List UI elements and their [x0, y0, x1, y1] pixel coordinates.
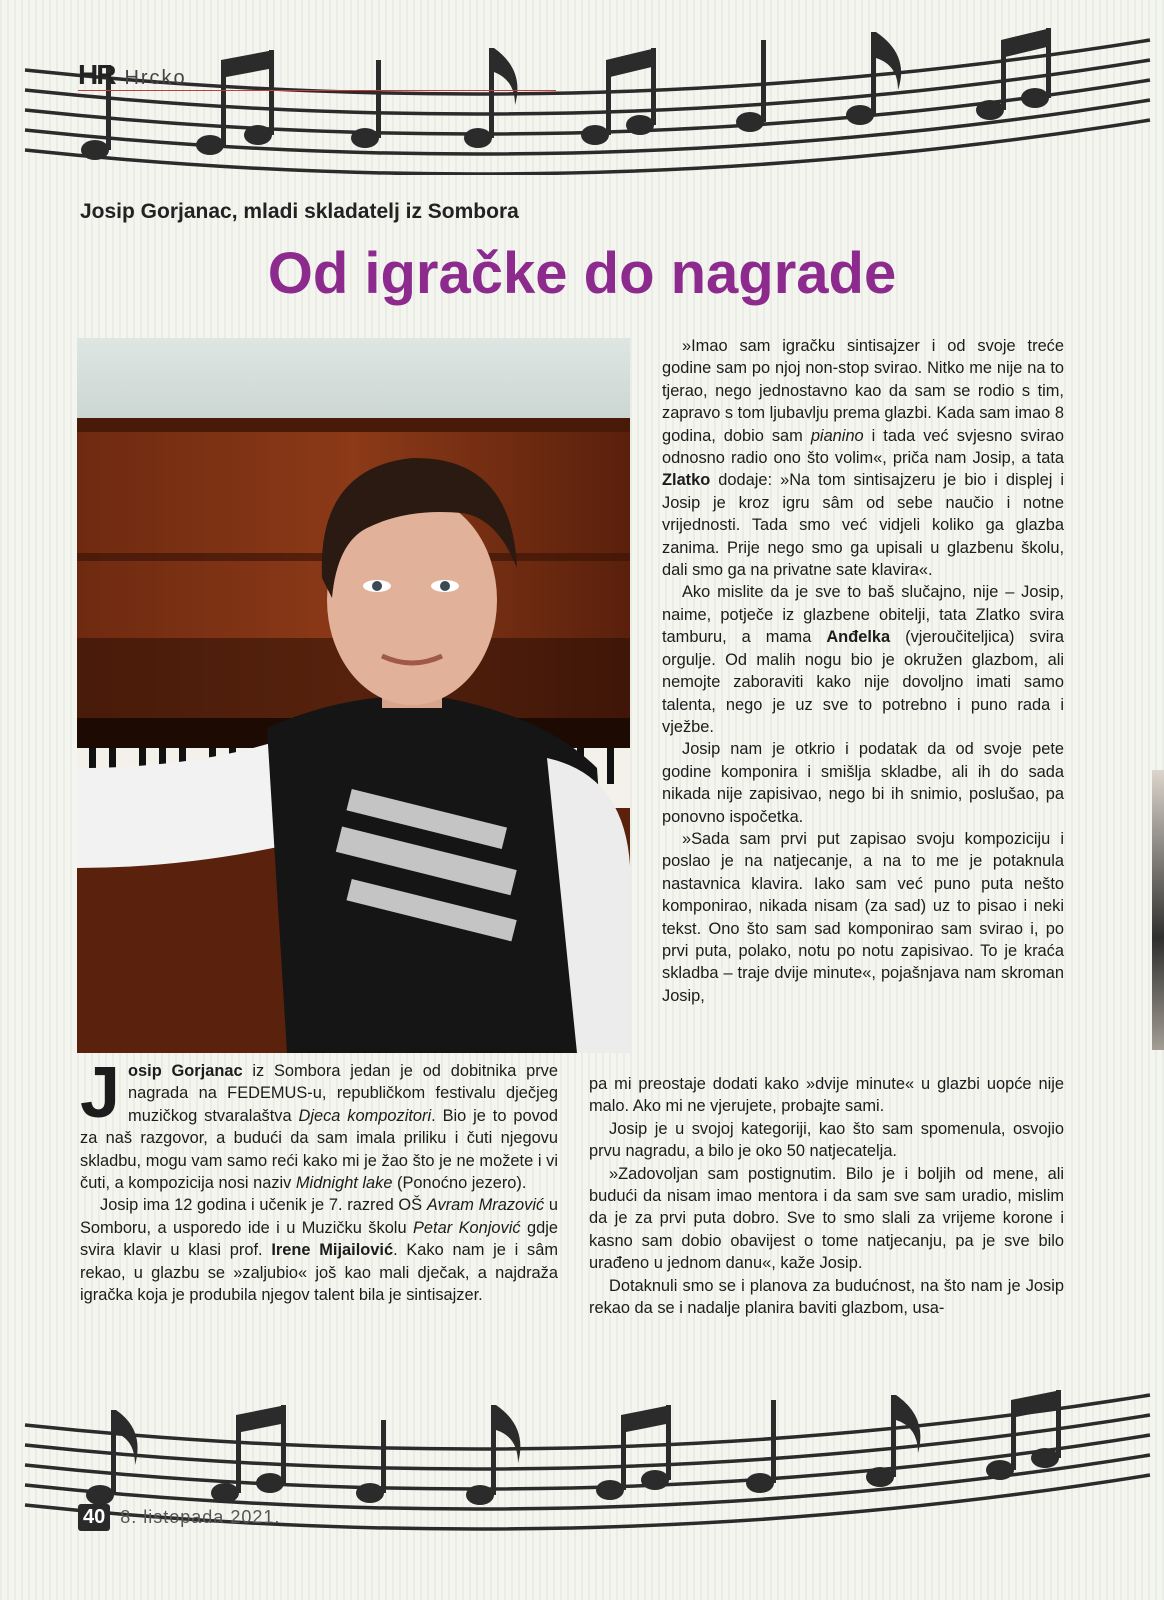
- music-staff-bottom-decoration: [0, 1385, 1164, 1560]
- body-paragraph: »Imao sam igračku sintisajzer i od svoje treće godine sam po njoj non-stop svirao. Nitko me nije na to tjerao, nego jednostavno kao da sam se rodio s tim, zapravo s tom ljubavlju prema glazbi. Kada sam imao 8 godina, dobio sam pianino i tada već svjesno svirao odnosno radio ono što volim«, priča nam Josip, a tata Zlatko dodaje: »Na tom sintisajzeru je bio i displej i Josip je kroz igru sâm od sebe naučio i notne vrijednosti. Tada smo već vidjeli koliko ga glazba zanima. Prije nego smo ga upisali u glazbenu školu, dali smo ga na privatne sate klavira«.: [662, 337, 1064, 580]
- adjacent-page-edge: [1152, 770, 1164, 1050]
- article-column-right-top: [662, 335, 1064, 1007]
- article-headline: Od igračke do nagrade: [267, 241, 897, 306]
- magazine-logo: [78, 58, 187, 90]
- drop-cap: J: [80, 1053, 121, 1133]
- body-paragraph: »Sada sam prvi put zapisao svoju kompoziciju i poslao je na natjecanje, a na to me je potaknula nastavnica klavira. Iako sam već puno puta nešto komponirao, nikada nisam (za sad) uz to pisao i neki tekst. Ono što sam sad komponirao sam svirao i, po prvi puta, polako, notu po notu zapisivao. To je kraća skladba – traje dvije minute«, pojašnjava nam skroman Josip,: [662, 829, 1064, 1005]
- body-paragraph: Josip je u svojoj kategoriji, kao što sam spomenula, osvojio prvu nagradu, a bilo je oko 50 natjecatelja.: [589, 1119, 1064, 1161]
- body-paragraph: Dotaknuli smo se i planova za budućnost, na što nam je Josip rekao da se i nadalje planira baviti glazbom, usa-: [589, 1276, 1064, 1318]
- subject-name: osip Gorjanac: [128, 1062, 243, 1080]
- header-rule: [78, 90, 556, 91]
- article-kicker: Josip Gorjanac, mladi skladatelj iz Sombora: [80, 200, 519, 223]
- boy-at-piano-illustration: [77, 338, 630, 1053]
- page-footer: [78, 1504, 280, 1531]
- issue-date: 8. listopada 2021.: [120, 1507, 281, 1527]
- article-photo: [77, 338, 630, 1053]
- logo-mark: HR: [78, 59, 115, 90]
- article-column-right-bottom: [589, 1073, 1064, 1319]
- body-paragraph: Josip ima 12 godina i učenik je 7. razred OŠ Avram Mrazović u Somboru, a usporedo ide i u Muzičku školu Petar Konjović gdje svira klavir u klasi prof. Irene Mijailović. Kako nam je i sâm rekao, u glazbu se »zaljubio« još kao mali dječak, a najdraža igračka koja je produbila njegov talent bila je sintisajzer.: [80, 1196, 559, 1305]
- body-paragraph: Josip nam je otkrio i podatak da od svoje pete godine komponira i smišlja skladbe, ali ih do sada nikada nije zapisivao, nego bi ih snimio, poslušao, pa ponovno ispočetka.: [662, 740, 1064, 826]
- intro-paragraph: Josip Gorjanac iz Sombora jedan je od dobitnika prve nagrada na FEDEMUS-u, republičkom festivalu dječjeg muzičkog stvaralaštva Djeca kompozitori. Bio je to povod za naš razgovor, a budući da sam imala priliku i čuti njegovu skladbu, mogu vam samo reći kako mi je žao što je ne možete i vi čuti, a kompozicija nosi naziv Midnight lake (Ponoćno jezero).: [80, 1053, 559, 1193]
- body-paragraph: »Zadovoljan sam postignutim. Bilo je i boljih od mene, ali budući da nisam imao mentora i da sam sve sam uradio, mislim da je za prvi puta dobro. Sve to smo slali za vrijeme korone i kasno sam dobio obavijest o tome natjecanju, pa je sve bilo urađeno u jednom danu«, kaže Josip.: [589, 1164, 1064, 1273]
- section-name: Hrcko: [124, 67, 187, 89]
- body-paragraph: Ako mislite da je sve to baš slučajno, nije – Josip, naime, potječe iz glazbene obitelji, tata Zlatko svira tamburu, a mama Anđelka (vjeroučiteljica) svira orgulje. Od malih nogu bio je okružen glazbom, ali nemojte zaboraviti kako nije dovoljno imati samo talenta, nego je uz sve to potrebno i puno rada i vježbe.: [662, 583, 1065, 736]
- page-number: 40: [78, 1504, 110, 1531]
- music-staff-top-decoration: [0, 10, 1164, 175]
- body-paragraph: pa mi preostaje dodati kako »dvije minute« u glazbi uopće nije malo. Ako mi ne vjerujete, probajte sami.: [589, 1075, 1064, 1116]
- article-column-left: [80, 1053, 559, 1306]
